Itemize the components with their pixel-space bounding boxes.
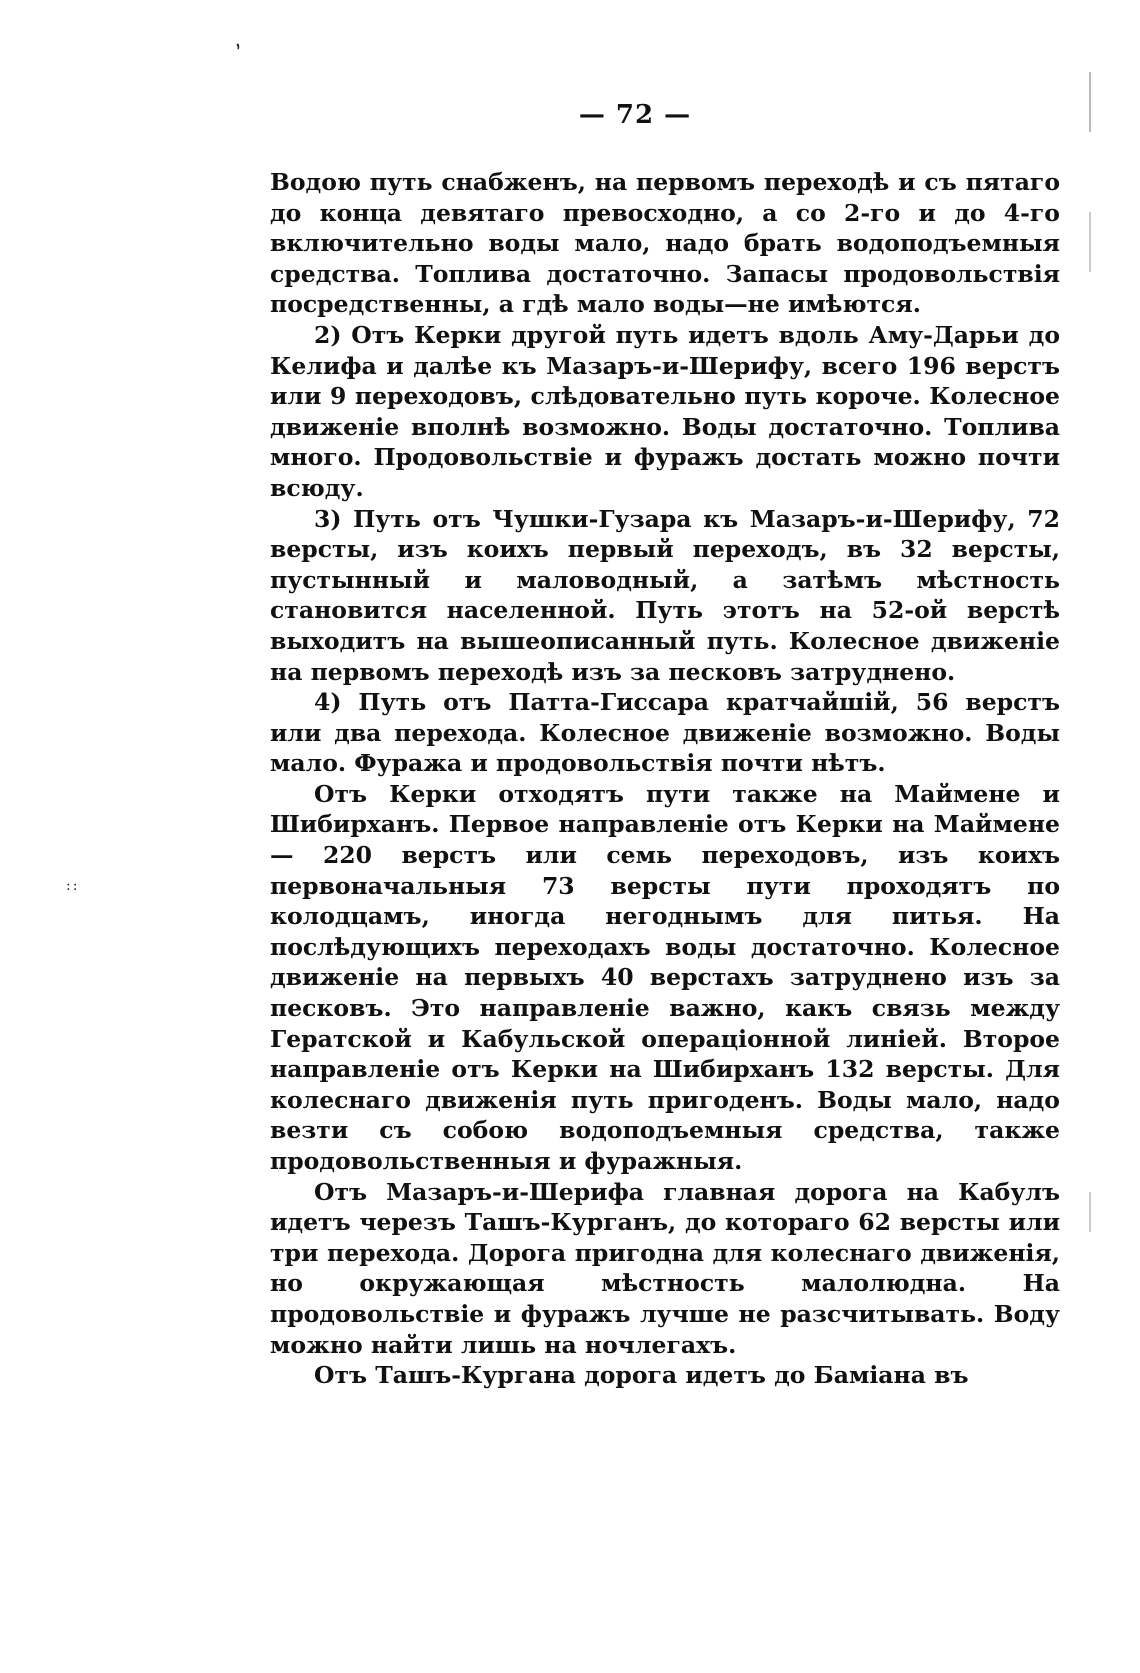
paragraph: Водою путь снабженъ, на первомъ переходѣ и съ пятаго до конца девятаго превосходно, а со 2-го и до 4-го включительно воды мало, надо брать водоподъемныя средства. Топлива достаточно. Запасы продовольствія посредственны, а гдѣ мало воды—не имѣются. bbox=[270, 168, 1060, 319]
body-text bbox=[270, 167, 1060, 1391]
ink-dots: :: bbox=[66, 878, 80, 894]
ink-mark: ’ bbox=[232, 39, 251, 66]
paragraph: 4) Путь отъ Патта-Гиссара кратчайшій, 56 верстъ или два перехода. Колесное движеніе возможно. Воды мало. Фуража и продовольствія почти нѣтъ. bbox=[270, 688, 1060, 778]
page-number: — 72 — bbox=[578, 100, 692, 130]
paragraph: Отъ Мазаръ-и-Шерифа главная дорога на Кабулъ идетъ черезъ Ташъ-Курганъ, до котораго 62 версты или три перехода. Дорога пригодна для колеснаго движенія, но окружающая мѣстность малолюдна. На продовольствіе и фуражъ лучше не разсчитывать. Воду можно найти лишь на ночлегахъ. bbox=[270, 1177, 1060, 1359]
page-edge-line bbox=[1089, 72, 1091, 1232]
paragraph: 2) Отъ Керки другой путь идетъ вдоль Аму-Дарьи до Келифа и далѣе къ Мазаръ-и-Шерифу, всего 196 верстъ или 9 переходовъ, слѣдовательно путь короче. Колесное движеніе вполнѣ возможно. Воды достаточно. Топлива много. Продовольствіе и фуражъ достать можно почти всюду. bbox=[270, 320, 1060, 502]
paragraph: Отъ Ташъ-Кургана дорога идетъ до Баміана въ bbox=[314, 1361, 969, 1390]
paragraph: 3) Путь отъ Чушки-Гузара къ Мазаръ-и-Шерифу, 72 версты, изъ коихъ первый переходъ, въ 32 версты, пустынный и маловодный, а затѣмъ мѣстность становится населенной. Путь этотъ на 52-ой верстѣ выходитъ на вышеописанный путь. Колесное движеніе на первомъ переходѣ изъ за песковъ затруднено. bbox=[270, 504, 1060, 686]
paragraph: Отъ Керки отходятъ пути также на Маймене и Шибирханъ. Первое направленіе отъ Керки на Маймене — 220 верстъ или семь переходовъ, изъ коихъ первоначальныя 73 версты пути проходятъ по колодцамъ, иногда негоднымъ для питья. На послѣдующихъ переходахъ воды достаточно. Колесное движеніе на первыхъ 40 верстахъ затруднено изъ за песковъ. Это направленіе важно, какъ связь между Гератской и Кабульской операціонной линіей. Второе направленіе отъ Керки на Шибирханъ 132 версты. Для колеснаго движенія путь пригоденъ. Воды мало, надо везти съ собою водоподъемныя средства, также продовольственныя и фуражныя. bbox=[270, 779, 1060, 1175]
